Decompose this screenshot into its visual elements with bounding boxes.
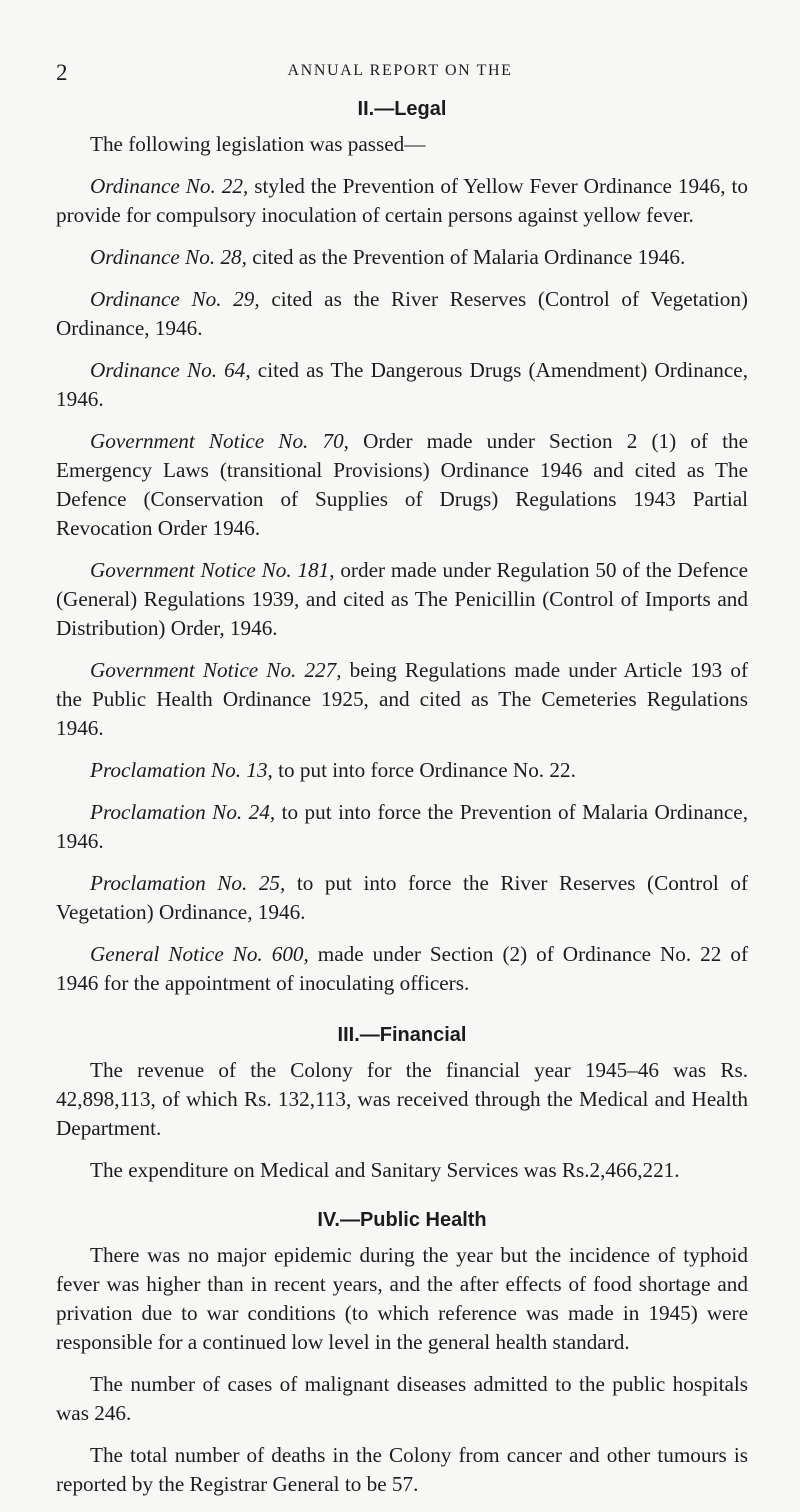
legislation-item — [56, 243, 748, 272]
section-heading-financial: III.—Financial — [337, 1024, 467, 1046]
legislation-description: to put into force the River Reserves (Control of Vegetation) Ordinance, 1946. — [56, 871, 748, 924]
section-legal — [56, 98, 748, 998]
legislation-list — [56, 172, 748, 998]
page-number: 2 — [56, 60, 68, 85]
legislation-item — [56, 798, 748, 856]
legislation-citation: Ordinance No. 29, — [90, 287, 260, 311]
header-title: ANNUAL REPORT ON THE — [287, 62, 513, 79]
legislation-item — [56, 940, 748, 998]
legislation-item — [56, 285, 748, 343]
financial-revenue-paragraph: The revenue of the Colony for the financial year 1945–46 was Rs. 42,898,113, of which Rs. 132,113, was received through the Medical and Health Department. — [56, 1058, 748, 1140]
legislation-item — [56, 427, 748, 543]
legislation-item — [56, 656, 748, 743]
legislation-description: Order made under Section 2 (1) of the Emergency Laws (transitional Provisions) Ordinance 1946 and cited as The Defence (Conservation of Supplies of Drugs) Regulations 1943 Partial Revocation Order 1946. — [56, 429, 748, 540]
legislation-description: to put into force Ordinance No. 22. — [272, 758, 576, 782]
legislation-citation: Ordinance No. 22, — [90, 174, 249, 198]
public-health-malignant-paragraph: The number of cases of malignant diseases admitted to the public hospitals was 246. — [56, 1372, 748, 1425]
legislation-description: cited as the River Reserves (Control of Vegetation) Ordinance, 1946. — [56, 287, 748, 340]
legislation-citation: Government Notice No. 181, — [90, 558, 335, 582]
running-header — [0, 60, 800, 90]
legislation-citation: Ordinance No. 64, — [90, 358, 251, 382]
legislation-citation: Government Notice No. 70, — [90, 429, 349, 453]
section-financial — [56, 1024, 748, 1185]
legislation-citation: Proclamation No. 13, — [90, 758, 273, 782]
public-health-epidemic-paragraph: There was no major epidemic during the year but the incidence of typhoid fever was higher than in recent years, and the after effects of food shortage and privation due to war conditions (to which reference was made in 1945) were responsible for a continued low level in the general health standard. — [56, 1243, 748, 1354]
legal-intro: The following legislation was passed— — [90, 132, 426, 156]
page-content — [56, 98, 748, 1512]
legislation-item — [56, 869, 748, 927]
legislation-item — [56, 172, 748, 230]
legislation-description: made under Section (2) of Ordinance No. 22 of 1946 for the appointment of inoculating officers. — [56, 942, 749, 995]
section-public-health — [56, 1209, 748, 1499]
public-health-cancer-deaths-paragraph: The total number of deaths in the Colony from cancer and other tumours is reported by the Registrar General to be 57. — [56, 1443, 748, 1496]
legislation-citation: Government Notice No. 227, — [90, 658, 342, 682]
legislation-description: to put into force the Prevention of Malaria Ordinance, 1946. — [56, 800, 748, 853]
financial-expenditure-paragraph: The expenditure on Medical and Sanitary Services was Rs.2,466,221. — [90, 1158, 680, 1182]
legislation-description: cited as The Dangerous Drugs (Amendment) Ordinance, 1946. — [56, 358, 748, 411]
legislation-description: styled the Prevention of Yellow Fever Ordinance 1946, to provide for compulsory inoculation of certain persons against yellow fever. — [56, 174, 748, 227]
legislation-description: being Regulations made under Article 193 of the Public Health Ordinance 1925, and cited as The Cemeteries Regulations 1946. — [56, 658, 748, 740]
legislation-item — [56, 556, 748, 643]
section-heading-legal: II.—Legal — [357, 98, 447, 120]
legislation-citation: Ordinance No. 28, — [90, 245, 247, 269]
legislation-item — [56, 356, 748, 414]
legislation-citation: Proclamation No. 25, — [90, 871, 286, 895]
legislation-description: cited as the Prevention of Malaria Ordinance 1946. — [246, 245, 686, 269]
legislation-citation: Proclamation No. 24, — [90, 800, 276, 824]
legislation-item — [56, 756, 748, 785]
section-heading-public-health: IV.—Public Health — [317, 1209, 487, 1231]
legislation-citation: General Notice No. 600, — [90, 942, 309, 966]
legislation-description: order made under Regulation 50 of the Defence (General) Regulations 1939, and cited as The Penicillin (Control of Imports and Distribution) Order, 1946. — [56, 558, 748, 640]
